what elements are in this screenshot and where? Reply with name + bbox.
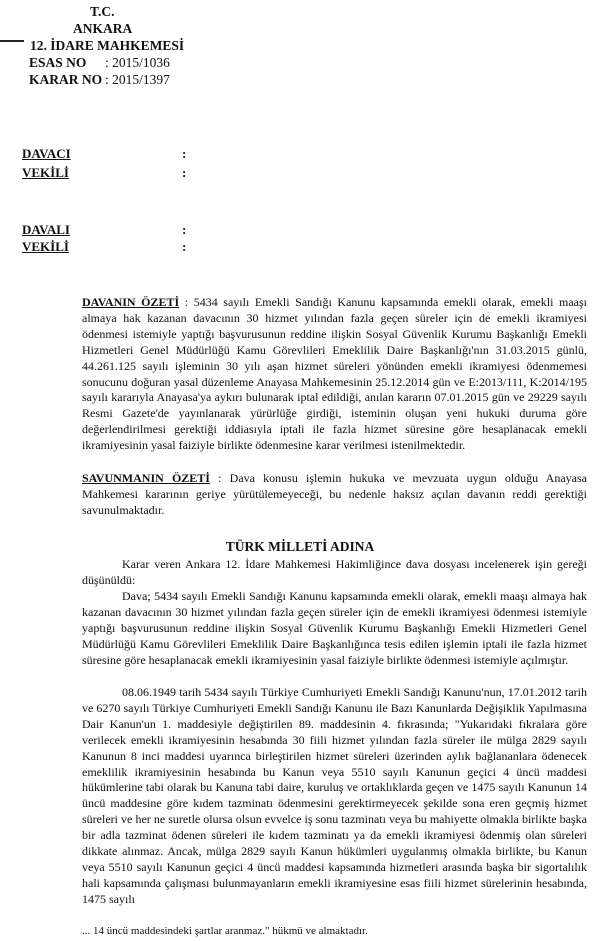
margin-mark (0, 40, 24, 42)
body-paragraph-1: Karar veren Ankara 12. İdare Mahkemesi Hakimliğince dava dosyası incelenerek işin gereği düşünüldü: (82, 557, 587, 587)
davaci-colon: : (182, 146, 187, 161)
davanin-ozeti-section (82, 295, 587, 454)
esas-value: : 2015/1036 (105, 55, 170, 70)
savunmanin-ozeti-text: : Dava konusu işlemin hukuka ve mevzuata uygun olduğu Anayasa Mahkemesi kararının geriye yürütülemeyeceği, bu nedenle haksız açılan davanın reddi gerektiği savunulmaktadır. (82, 471, 587, 517)
vekili-colon-2: : (182, 239, 187, 254)
davali-label: DAVALI (22, 222, 70, 237)
davanin-ozeti-text: : 5434 sayılı Emekli Sandığı Kanunu kapsamında emekli olarak, emekli maaşı almaya hak kazanan davacının 30 hizmet yılından fazla geçen süreler için de emekli ikramiyesi ödenmesi istemiyle yaptığı başvurusunun reddine ilişkin Sosyal Güvenlik Kurumu Başkanlığı Emekli Hizmetleri Genel Müdürlüğü Kamu Görevlileri Emeklilik Daire Başkanlığı'nın 31.03.2015 günlü, 44.261.125 sayılı işleminin 30 yılı aşan hizmet süreleri yönünden emekli ikramiyesi ödenmemesi sonucunu doğuran yasal düzenleme Anayasa Mahkemesinin 25.12.2014 gün ve E:2013/111, K:2014/195 sayılı kararıyla Anayasa'ya aykırı bulunarak iptal edildiği, anılan kararın 07.01.2015 gün ve 29229 sayılı Resmi Gazete'de yayınlanarak yürürlüğe girdiği, isteminin oluşan yeni hukuki duruma göre değerlendirilmesi gerektiği iddiasıyla iptali ile fazla hizmet süresine göre hesaplanacak emekli ikramiyesinin yasal faiziyle birlikte ödenmesine karar verilmesi istenilmektedir. (82, 295, 587, 453)
karar-value: : 2015/1397 (105, 72, 170, 87)
davaci-label: DAVACI (22, 146, 71, 161)
body-paragraph-3: 08.06.1949 tarih 5434 sayılı Türkiye Cumhuriyeti Emekli Sandığı Kanunu'nun, 17.01.2012 tarih ve 6270 sayılı Türkiye Cumhuriyeti Emekli Sandığı Kanunu ile Bazı Kanunlarda Değişiklik Yapılmasına Dair Kanun'un 1. maddesiyle değiştirilen 89. maddesinin 4. fıkrasında; "Yukarıdaki fıkralara göre verilecek emekli ikramiyesinin hesabında 30 fiili hizmet yılından fazla süreler ile mülga 2829 sayılı Kanunun 8 inci maddesi uyarınca birleştirilen hizmet süreleri üzerinden aylık bağlananlara ödenecek emeklilik ikramiyesinin hesabında bu Kanun veya 5510 sayılı Kanunun geçici 4 üncü maddesi hükümlerine tabi olarak bu Kanuna tabi daire, kuruluş ve ortaklıklarda geçen ve 1475 sayılı Kanunun 14 üncü maddesine göre kıdem tazminatı ödenmesini gerektirmeyecek şekilde sona eren geçmiş hizmet süreleri ve her ne suretle olursa olsun evvelce iş sonu tazminatı veya bu mahiyette olmakla birlikte başka bir adla tazminat ödenen süreleri ile kıdem tazminatı ya da emekli ikramiyesi ödenmiş olan süreleri dikkate alınmaz. Ancak, mülga 2829 sayılı Kanun hükümleri uygulanmış olmakla birlikte, bu Kanun veya 5510 sayılı Kanunun geçici 4 üncü maddesi kapsamında hizmetleri arasında başka bir sigortalılık hali kapsamında çalışması bulunmayanların emekli ikramiyesine esas fiili hizmet sürelerinin hesabında, 1475 sayılı (82, 685, 587, 906)
vekili-label-2: VEKİLİ (22, 239, 69, 254)
header-tc: T.C. (90, 4, 115, 19)
header-city: ANKARA (73, 21, 133, 36)
karar-label: KARAR NO (29, 72, 103, 87)
davanin-ozeti-heading: DAVANIN ÖZETİ (82, 295, 180, 309)
savunmanin-ozeti-section (82, 471, 587, 519)
header-court: 12. İDARE MAHKEMESİ (30, 38, 185, 53)
davali-colon: : (182, 222, 187, 237)
savunmanin-ozeti-heading: SAVUNMANIN ÖZETİ (82, 471, 210, 485)
document-title: TÜRK MİLLETİ ADINA (225, 539, 375, 554)
body-paragraph-2: Dava; 5434 sayılı Emekli Sandığı Kanunu kapsamında emekli olarak, emekli maaşı almaya hak kazanan davacının 30 hizmet yılından fazla geçen süreler için de emekli ikramiyesi ödenmesi istemiyle yaptığı başvurusunun reddine ilişkin Sosyal Güvenlik Kurumu Başkanlığı Emekli Hizmetleri Genel Müdürlüğü Kamu Görevlileri Emeklilik Daire Başkanlığınca tesis edilen işlemin iptali ile fazla hizmet süresine göre hesaplanacak emekli ikramiyesinin yasal faiziyle birlikte ödenmesi istemiyle açılmıştır. (82, 589, 587, 667)
footer-line: ... 14 üncü maddesindeki şartlar aranmaz." hükmü ve almaktadır. (82, 925, 368, 937)
vekili-colon-1: : (182, 165, 187, 180)
vekili-label-1: VEKİLİ (22, 165, 69, 180)
esas-label: ESAS NO (29, 55, 87, 70)
